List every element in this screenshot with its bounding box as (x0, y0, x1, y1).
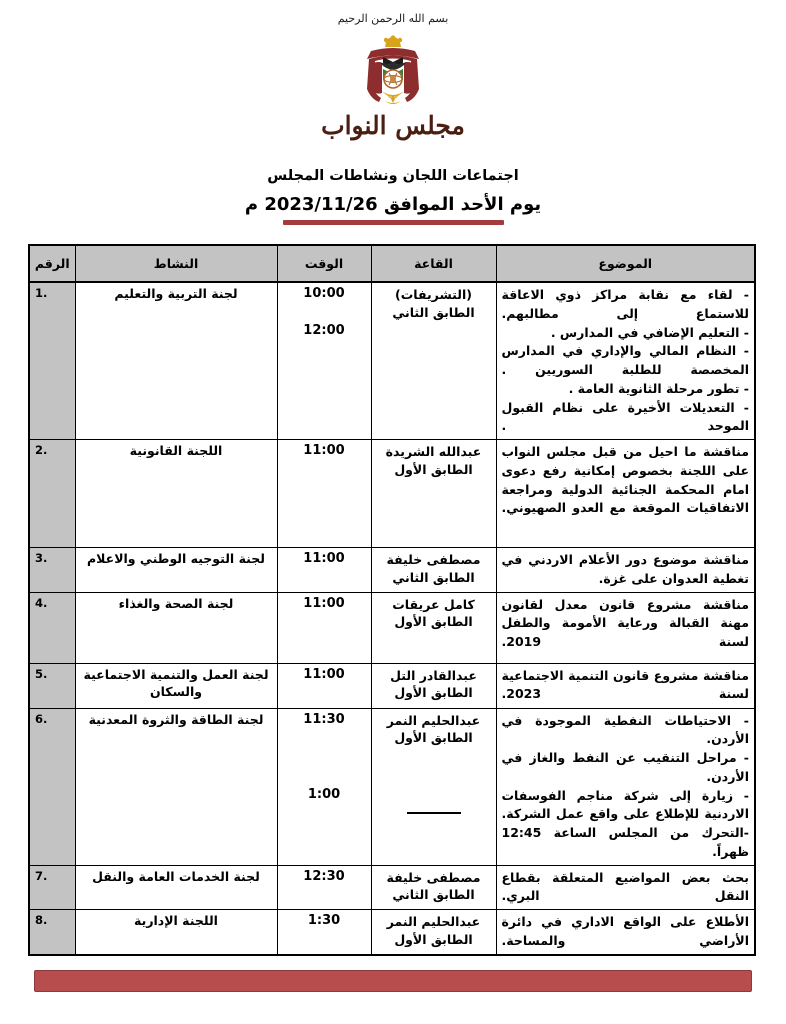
hall-floor: الطابق الأول (394, 931, 473, 947)
column-header-time: الوقت (277, 245, 371, 282)
hall-name: عبدالله الشريدة (385, 444, 482, 460)
page-title: اجتماعات اللجان ونشاطات المجلس (267, 168, 519, 185)
subject-line: - تطور مرحلة الثانوية العامة . (568, 380, 749, 396)
hall-name: عبدالحليم النمر (386, 712, 481, 728)
cell-activity: لجنة التربية والتعليم (75, 282, 277, 440)
agenda-table-body (29, 282, 755, 955)
column-header-hall: القاعة (371, 245, 496, 282)
time-start: 12:30 (303, 868, 345, 884)
cell-subject (496, 663, 755, 708)
date-underline-accent (283, 220, 504, 225)
subject-line: - الاحتياطات النفطية الموجودة في الأردن. (501, 712, 749, 747)
hall-name: مصطفى خليفة (386, 869, 481, 885)
cell-subject (496, 910, 755, 956)
table-header-row (29, 245, 755, 282)
cell-number: 4. (29, 592, 75, 663)
cell-subject (496, 708, 755, 865)
subject-line: مناقشة مشروع قانون التنمية الاجتماعية لسنة 2023. (501, 667, 749, 702)
cell-subject (496, 592, 755, 663)
jordan-coat-of-arms-icon (355, 35, 431, 109)
cell-hall (371, 440, 496, 548)
subject-line: - لقاء مع نقابة مراكز ذوي الاعاقة للاستماع إلى مطالبهم. (501, 287, 749, 321)
cell-time (277, 708, 371, 865)
cell-subject (496, 548, 755, 593)
hall-floor: الطابق الأول (394, 614, 473, 630)
document-date: يوم الأحد الموافق 2023/11/26 م (244, 194, 542, 216)
cell-subject (496, 282, 755, 440)
table-row (29, 910, 755, 956)
table-row (29, 548, 755, 593)
hall-name: مصطفى خليفة (386, 552, 481, 568)
hall-floor: الطابق الأول (394, 461, 473, 477)
time-start: 11:30 (303, 711, 345, 727)
table-row (29, 865, 755, 910)
hall-placeholder-dash (407, 811, 461, 814)
cell-hall (371, 282, 496, 440)
subject-line: مناقشة ما احيل من قبل مجلس النواب على اللجنة بخصوص إمكانية رفع دعوى امام المحكمة الجنائية الدولية ومراجعة الاتفاقيات الموقعة مع العدو الصهيوني. (501, 444, 749, 516)
subject-line: مناقشة مشروع قانون معدل لقانون مهنة القبالة ورعاية الأمومة والطفل لسنة 2019. (501, 596, 749, 650)
cell-hall (371, 865, 496, 910)
cell-number: 1. (29, 282, 75, 440)
hall-name: عبدالقادر التل (390, 667, 477, 683)
cell-time (277, 282, 371, 440)
subject-line: الأطلاع على الواقع الاداري في دائرة الأراضي والمساحة. (501, 914, 749, 948)
cell-time (277, 865, 371, 910)
cell-hall (371, 548, 496, 593)
cell-activity: لجنة التوجيه الوطني والاعلام (75, 548, 277, 593)
hall-floor: الطابق الأول (394, 685, 473, 701)
cell-number: 7. (29, 865, 75, 910)
cell-time (277, 548, 371, 593)
table-row (29, 282, 755, 440)
cell-number: 3. (29, 548, 75, 593)
time-end: 12:00 (303, 323, 345, 339)
cell-activity: اللجنة الإدارية (75, 910, 277, 956)
cell-activity: اللجنة القانونية (75, 440, 277, 548)
cell-number: 5. (29, 663, 75, 708)
agenda-table-wrapper (30, 244, 756, 956)
subject-line: - مراحل التنقيب عن النفط والغاز في الأردن. (501, 750, 749, 784)
time-start: 11:00 (303, 666, 345, 682)
hall-floor: الطابق الثاني (392, 887, 475, 903)
subject-line: -التحرك من المجلس الساعة 12:45 ظهراً. (501, 825, 749, 859)
hall-name: كامل عريقات (392, 596, 475, 612)
time-second: 1:00 (307, 786, 341, 802)
column-header-number: الرقم (29, 245, 75, 282)
subject-line: بحث بعض المواضيع المتعلقة بقطاع النقل البري. (501, 869, 749, 904)
subject-line: مناقشة موضوع دور الأعلام الاردني في تغطية العدوان على غزة. (501, 552, 749, 586)
time-start: 10:00 (303, 286, 345, 302)
cell-number: 6. (29, 708, 75, 865)
cell-hall (371, 708, 496, 865)
hall-floor: الطابق الثاني (392, 569, 475, 585)
time-start: 11:00 (303, 595, 345, 611)
subject-line: - زيارة إلى شركة مناجم الفوسفات الاردنية للإطلاع على واقع عمل الشركة. (501, 787, 749, 822)
cell-subject (496, 440, 755, 548)
document-emblem-block (0, 35, 786, 141)
cell-time (277, 910, 371, 956)
hall-name: (التشريفات) (395, 287, 472, 303)
cell-subject (496, 865, 755, 910)
hall-name: عبدالحليم النمر (386, 914, 481, 930)
document-date-block (0, 195, 786, 225)
column-header-activity: النشاط (75, 245, 277, 282)
subject-line: - التعديلات الأخيرة على نظام القبول الموحد . (501, 399, 749, 434)
subject-line: - النظام المالي والإداري في المدارس المخصصة للطلبة السوريين . (501, 343, 749, 378)
table-row (29, 708, 755, 865)
council-name-wordmark: مجلس النواب (321, 111, 465, 141)
table-row (29, 440, 755, 548)
agenda-table (28, 244, 756, 956)
time-start: 11:00 (303, 443, 345, 459)
cell-hall (371, 910, 496, 956)
cell-time (277, 440, 371, 548)
cell-time (277, 592, 371, 663)
hall-floor: الطابق الثاني (392, 304, 475, 320)
cell-activity: لجنة الطاقة والثروة المعدنية (75, 708, 277, 865)
table-row (29, 592, 755, 663)
table-row (29, 663, 755, 708)
cell-activity: لجنة العمل والتنمية الاجتماعية والسكان (75, 663, 277, 708)
cell-hall (371, 663, 496, 708)
footer-accent-bar (34, 970, 752, 992)
column-header-subject: الموضوع (496, 245, 755, 282)
cell-time (277, 663, 371, 708)
cell-number: 8. (29, 910, 75, 956)
cell-number: 2. (29, 440, 75, 548)
subject-line: - التعليم الإضافي في المدارس . (550, 324, 749, 340)
cell-activity: لجنة الصحة والغذاء (75, 592, 277, 663)
cell-hall (371, 592, 496, 663)
time-start: 11:00 (303, 551, 345, 567)
basmala-text: بسم الله الرحمن الرحيم (337, 12, 449, 25)
time-start: 1:30 (307, 913, 341, 929)
hall-floor: الطابق الأول (394, 730, 473, 746)
cell-activity: لجنة الخدمات العامة والنقل (75, 865, 277, 910)
